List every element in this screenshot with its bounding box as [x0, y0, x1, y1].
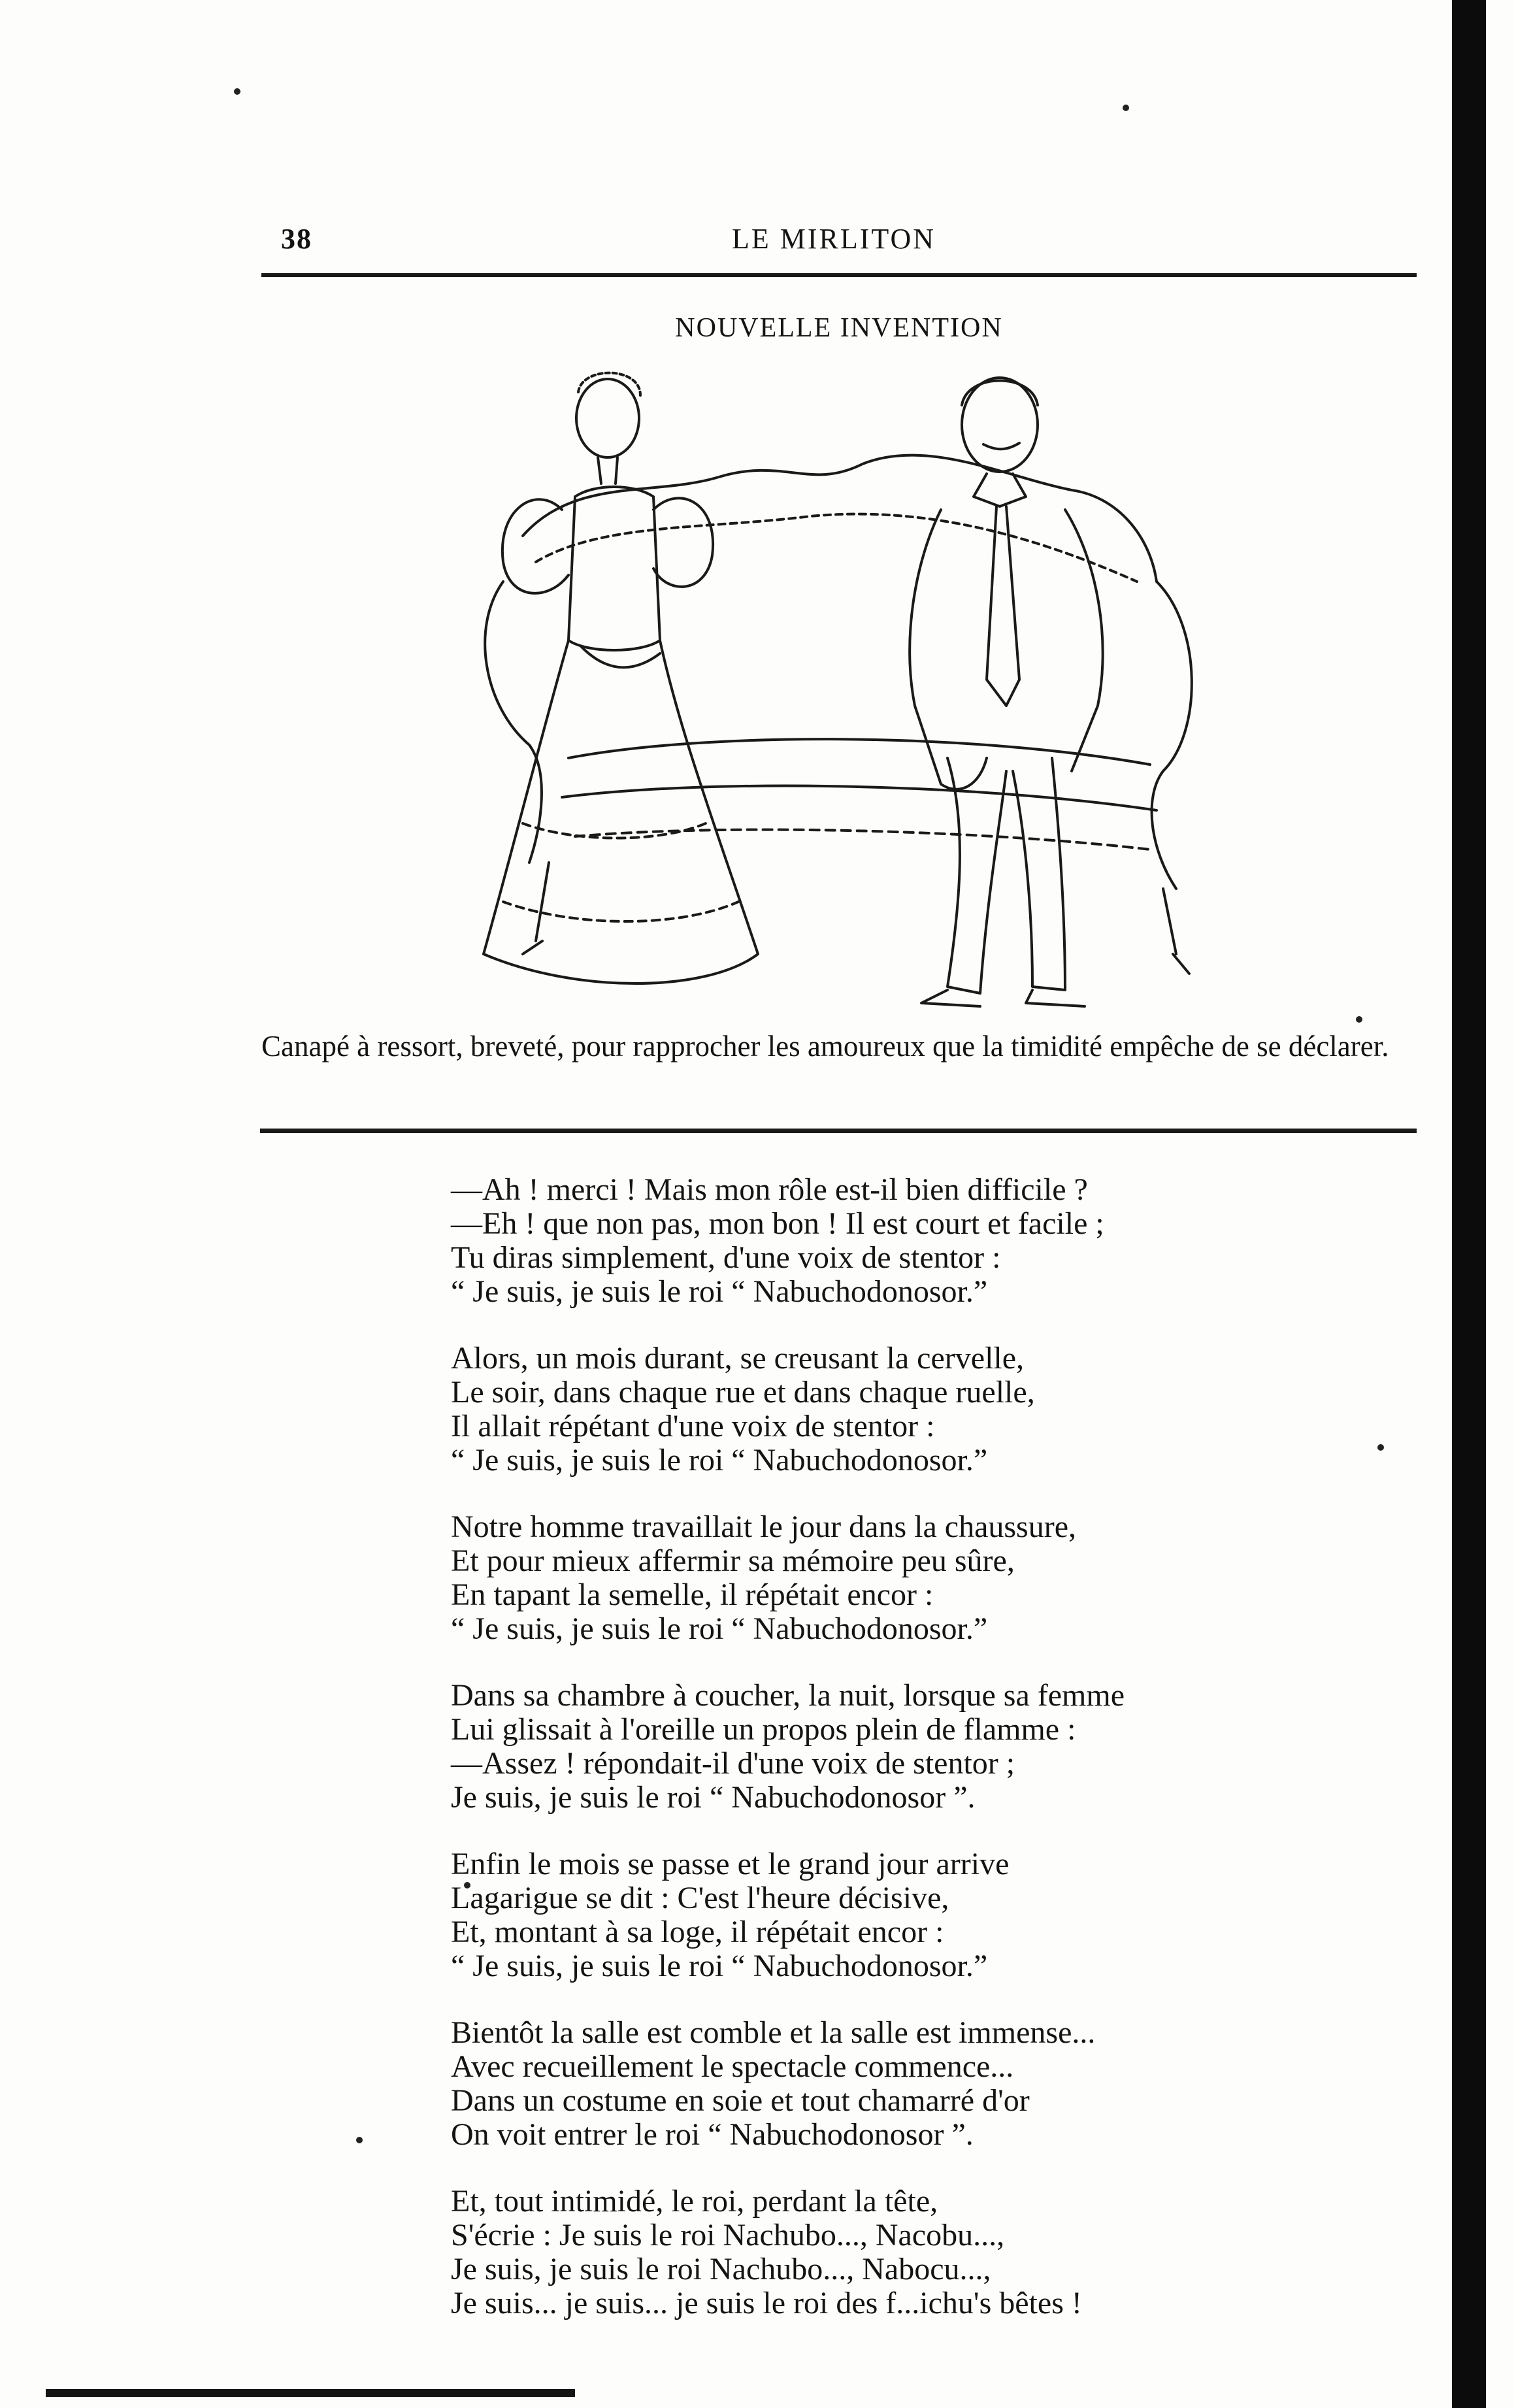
verse-line: Je suis, je suis le roi “ Nabuchodonosor ”.: [451, 1780, 976, 1815]
poem: [451, 1173, 1300, 2353]
verse-line: Je suis... je suis... je suis le roi des f...ichu's bêtes !: [451, 2286, 1082, 2320]
verse-line: “ Je suis, je suis le roi “ Nabuchodonosor.”: [451, 1443, 988, 1477]
scan-speck: [1123, 105, 1129, 111]
cartoon-caption: Canapé à ressort, breveté, pour rapprocher les amoureux que la timidité empêche de se déclarer.: [261, 1030, 1389, 1063]
running-head: [261, 216, 1418, 261]
verse-line: Lagarigue se dit : C'est l'heure décisive,: [451, 1881, 949, 1915]
verse-line: Le soir, dans chaque rue et dans chaque ruelle,: [451, 1375, 1035, 1410]
verse-line: Bientôt la salle est comble et la salle est immense...: [451, 2015, 1096, 2050]
verse-line: On voit entrer le roi “ Nabuchodonosor ”.: [451, 2117, 974, 2152]
scan-speck: [1356, 1016, 1362, 1023]
scan-edge-bar: [1452, 0, 1486, 2408]
verse-line: En tapant la semelle, il répétait encor :: [451, 1577, 934, 1612]
scan-bottom-bar: [46, 2389, 575, 2397]
verse-line: Il allait répétant d'une voix de stentor :: [451, 1409, 935, 1443]
verse-line: Avec recueillement le spectacle commence...: [451, 2049, 1014, 2084]
stanza: [451, 1342, 1300, 1477]
verse-line: —Assez ! répondait-il d'une voix de stentor ;: [451, 1746, 1015, 1781]
verse-line: —Eh ! que non pas, mon bon ! Il est court et facile ;: [451, 1206, 1104, 1241]
stanza: [451, 1173, 1300, 1309]
verse-line: Et pour mieux affermir sa mémoire peu sûre,: [451, 1543, 1015, 1578]
verse-line: “ Je suis, je suis le roi “ Nabuchodonosor.”: [451, 1949, 988, 1983]
header-rule: [261, 273, 1417, 277]
verse-line: Et, montant à sa loge, il répétait encor :: [451, 1915, 944, 1949]
section-rule: [260, 1129, 1417, 1133]
verse-line: Enfin le mois se passe et le grand jour arrive: [451, 1847, 1010, 1881]
stanza: [451, 1679, 1300, 1815]
cartoon-illustration: [444, 366, 1248, 1019]
verse-line: “ Je suis, je suis le roi “ Nabuchodonosor.”: [451, 1274, 988, 1309]
page-number: 38: [281, 223, 312, 255]
stanza: [451, 1847, 1300, 1983]
verse-line: Et, tout intimidé, le roi, perdant la tête,: [451, 2184, 938, 2218]
stanza: [451, 1510, 1300, 1646]
cartoon-title: NOUVELLE INVENTION: [675, 313, 1003, 343]
verse-line: Alors, un mois durant, se creusant la cervelle,: [451, 1341, 1025, 1376]
stanza: [451, 2016, 1300, 2152]
scan-speck: [1377, 1444, 1384, 1451]
verse-line: Tu diras simplement, d'une voix de stentor :: [451, 1240, 1001, 1275]
running-title: LE MIRLITON: [732, 223, 936, 255]
verse-line: S'écrie : Je suis le roi Nachubo..., Nacobu...,: [451, 2218, 1005, 2252]
verse-line: “ Je suis, je suis le roi “ Nabuchodonosor.”: [451, 1611, 988, 1646]
stanza: [451, 2185, 1300, 2320]
scan-speck: [356, 2137, 363, 2143]
scan-speck: [234, 88, 240, 95]
verse-line: Dans un costume en soie et tout chamarré d'or: [451, 2083, 1030, 2118]
verse-line: Notre homme travaillait le jour dans la chaussure,: [451, 1509, 1077, 1544]
verse-line: Je suis, je suis le roi Nachubo..., Nabocu...,: [451, 2252, 991, 2286]
verse-line: Dans sa chambre à coucher, la nuit, lorsque sa femme: [451, 1678, 1125, 1713]
verse-line: Lui glissait à l'oreille un propos plein de flamme :: [451, 1712, 1076, 1747]
verse-line: —Ah ! merci ! Mais mon rôle est-il bien difficile ?: [451, 1172, 1088, 1207]
